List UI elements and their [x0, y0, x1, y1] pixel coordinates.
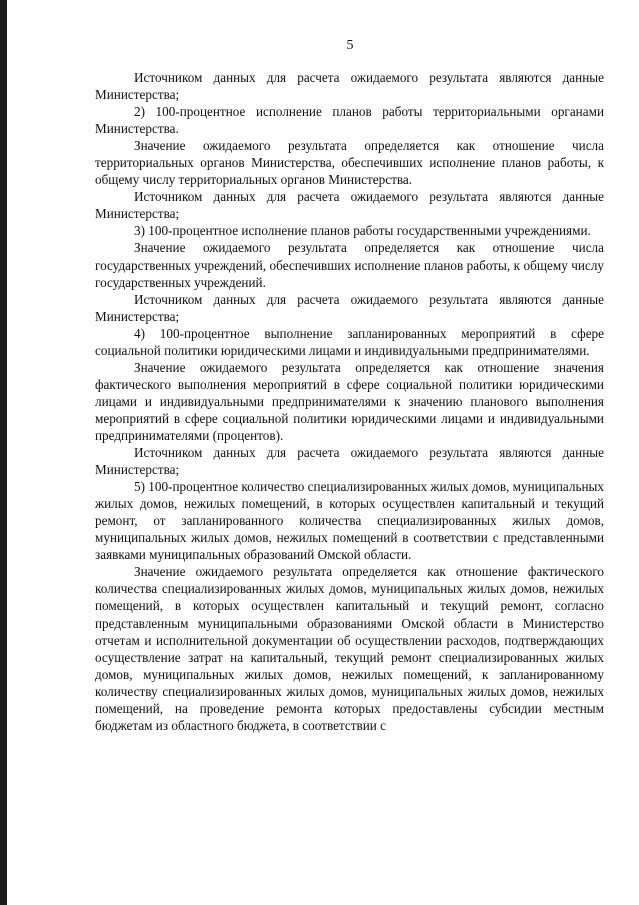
paragraph: Источником данных для расчета ожидаемого результата являются данные Министерства; — [95, 291, 604, 324]
paragraph: Значение ожидаемого результата определяется как отношение значения фактического выполнения мероприятий в сфере социальной политики юридическими лицами и индивидуальными предпринимателями к значению планового выполнения мероприятий в сфере социальной политики юридическими лицами и индивидуальными предпринимателями (процентов). — [95, 359, 604, 443]
paragraph: Источником данных для расчета ожидаемого результата являются данные Министерства; — [95, 70, 604, 103]
paragraph: Значение ожидаемого результата определяется как отношение числа государственных учреждений, обеспечивших исполнение планов работы, к общему числу государственных учреждений. — [95, 240, 604, 290]
scan-edge — [0, 0, 7, 905]
paragraph: Источником данных для расчета ожидаемого результата являются данные Министерства; — [95, 445, 604, 478]
paragraph: 3) 100-процентное исполнение планов работы государственными учреждениями. — [134, 223, 591, 239]
paragraph: Источником данных для расчета ожидаемого результата являются данные Министерства; — [95, 189, 604, 222]
paragraph: 4) 100-процентное выполнение запланированных мероприятий в сфере социальной политики юридическими лицами и индивидуальными предпринимателями. — [95, 325, 604, 358]
document-body — [95, 69, 604, 734]
paragraph: Значение ожидаемого результата определяется как отношение фактического количества специализированных жилых домов, муниципальных жилых домов, нежилых помещений, в которых осуществлен капитальный и текущий ремонт, согласно представленным муниципальными образованиями Омской области в Министерство отчетам и исполнительной документации об осуществлении расходов, подтверждающих осуществление затрат на капитальный, текущий ремонт специализированных жилых домов, муниципальных жилых домов, нежилых помещений, к запланированному количеству специализированных жилых домов, муниципальных жилых домов, нежилых помещений, на проведение ремонта которых предоставлены субсидии местным бюджетам из областного бюджета, в соответствии с — [95, 564, 604, 733]
paragraph: Значение ожидаемого результата определяется как отношение числа территориальных органов Министерства, обеспечивших исполнение планов работы, к общему числу территориальных органов Министерства. — [95, 138, 604, 188]
paragraph: 2) 100-процентное исполнение планов работы территориальными органами Министерства. — [95, 104, 604, 137]
paragraph: 5) 100-процентное количество специализированных жилых домов, муниципальных жилых домов, нежилых помещений, в которых осуществлен капитальный и текущий ремонт, от запланированного количества специализированных жилых домов, муниципальных жилых домов, нежилых помещений в соответствии с представленными заявками муниципальных образований Омской области. — [95, 479, 604, 563]
page-number: 5 — [346, 38, 354, 53]
